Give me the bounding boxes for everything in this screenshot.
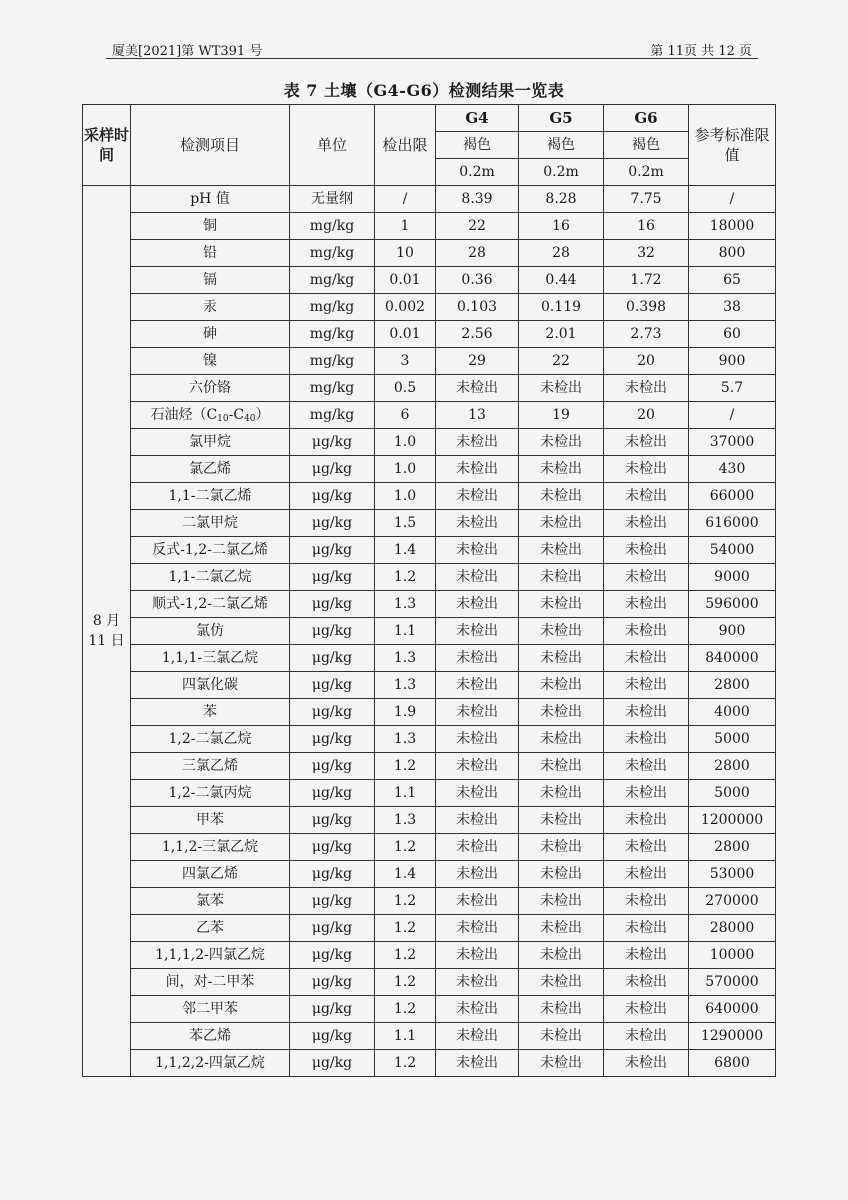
ref-cell: 2800 bbox=[689, 753, 776, 780]
ref-cell: 54000 bbox=[689, 537, 776, 564]
g4-cell: 未检出 bbox=[436, 483, 519, 510]
g6-cell: 未检出 bbox=[604, 618, 689, 645]
table-row bbox=[83, 240, 776, 267]
unit-cell: mg/kg bbox=[290, 267, 375, 294]
item-cell: 镉 bbox=[131, 267, 290, 294]
g5-cell: 未检出 bbox=[519, 942, 604, 969]
limit-cell: 1.2 bbox=[375, 915, 436, 942]
limit-cell: 1.1 bbox=[375, 618, 436, 645]
g4-cell: 未检出 bbox=[436, 996, 519, 1023]
ref-cell: 5.7 bbox=[689, 375, 776, 402]
g6-cell: 7.75 bbox=[604, 186, 689, 213]
g4-cell: 0.103 bbox=[436, 294, 519, 321]
g6-cell: 未检出 bbox=[604, 510, 689, 537]
table-row bbox=[83, 780, 776, 807]
g4-cell: 未检出 bbox=[436, 780, 519, 807]
table-row bbox=[83, 672, 776, 699]
item-cell: 1,2-二氯丙烷 bbox=[131, 780, 290, 807]
sample-date: 8 月 11 日 bbox=[83, 186, 131, 1077]
limit-cell: 1.9 bbox=[375, 699, 436, 726]
unit-cell: μg/kg bbox=[290, 591, 375, 618]
ref-cell: 596000 bbox=[689, 591, 776, 618]
g6-cell: 未检出 bbox=[604, 942, 689, 969]
g6-cell: 未检出 bbox=[604, 1050, 689, 1077]
table-row bbox=[83, 402, 776, 429]
item-cell: 汞 bbox=[131, 294, 290, 321]
g6-cell: 未检出 bbox=[604, 429, 689, 456]
header-sample-g5: G5 bbox=[519, 105, 604, 132]
g4-cell: 28 bbox=[436, 240, 519, 267]
table-row bbox=[83, 1023, 776, 1050]
table-row bbox=[83, 1050, 776, 1077]
table-row bbox=[83, 213, 776, 240]
g6-cell: 未检出 bbox=[604, 996, 689, 1023]
g5-cell: 未检出 bbox=[519, 753, 604, 780]
table-row bbox=[83, 321, 776, 348]
g4-cell: 未检出 bbox=[436, 861, 519, 888]
ref-cell: 900 bbox=[689, 348, 776, 375]
g5-cell: 8.28 bbox=[519, 186, 604, 213]
limit-cell: 1.2 bbox=[375, 564, 436, 591]
unit-cell: μg/kg bbox=[290, 969, 375, 996]
g6-cell: 未检出 bbox=[604, 699, 689, 726]
g4-cell: 未检出 bbox=[436, 942, 519, 969]
ref-cell: 37000 bbox=[689, 429, 776, 456]
limit-cell: 1.3 bbox=[375, 645, 436, 672]
table-row bbox=[83, 834, 776, 861]
unit-cell: μg/kg bbox=[290, 942, 375, 969]
item-cell: 苯乙烯 bbox=[131, 1023, 290, 1050]
g6-cell: 未检出 bbox=[604, 537, 689, 564]
limit-cell: / bbox=[375, 186, 436, 213]
table-row bbox=[83, 591, 776, 618]
g5-cell: 未检出 bbox=[519, 888, 604, 915]
unit-cell: μg/kg bbox=[290, 726, 375, 753]
g4-cell: 未检出 bbox=[436, 429, 519, 456]
g5-cell: 未检出 bbox=[519, 483, 604, 510]
g5-cell: 未检出 bbox=[519, 780, 604, 807]
item-cell: 铅 bbox=[131, 240, 290, 267]
g5-cell: 未检出 bbox=[519, 672, 604, 699]
header-color-g6: 褐色 bbox=[604, 132, 689, 159]
limit-cell: 1.4 bbox=[375, 861, 436, 888]
g5-cell: 28 bbox=[519, 240, 604, 267]
unit-cell: μg/kg bbox=[290, 1050, 375, 1077]
header-ref: 参考标准限值 bbox=[689, 105, 776, 186]
table-body bbox=[83, 186, 776, 1077]
g4-cell: 未检出 bbox=[436, 726, 519, 753]
limit-cell: 1.2 bbox=[375, 969, 436, 996]
g5-cell: 未检出 bbox=[519, 645, 604, 672]
g5-cell: 未检出 bbox=[519, 1050, 604, 1077]
limit-cell: 1.2 bbox=[375, 888, 436, 915]
limit-cell: 1.1 bbox=[375, 1023, 436, 1050]
header-rule bbox=[106, 58, 758, 59]
ref-cell: 570000 bbox=[689, 969, 776, 996]
table-row bbox=[83, 699, 776, 726]
table-row bbox=[83, 618, 776, 645]
unit-cell: μg/kg bbox=[290, 996, 375, 1023]
g5-cell: 未检出 bbox=[519, 537, 604, 564]
table-row bbox=[83, 186, 776, 213]
limit-cell: 1.4 bbox=[375, 537, 436, 564]
header-item: 检测项目 bbox=[131, 105, 290, 186]
g5-cell: 16 bbox=[519, 213, 604, 240]
g5-cell: 0.44 bbox=[519, 267, 604, 294]
table-title: 表 7 土壤（G4-G6）检测结果一览表 bbox=[283, 81, 565, 100]
unit-cell: μg/kg bbox=[290, 456, 375, 483]
ref-cell: 1200000 bbox=[689, 807, 776, 834]
item-cell: 1,1,1-三氯乙烷 bbox=[131, 645, 290, 672]
ref-cell: 65 bbox=[689, 267, 776, 294]
header-unit: 单位 bbox=[290, 105, 375, 186]
g4-cell: 未检出 bbox=[436, 456, 519, 483]
limit-cell: 0.01 bbox=[375, 267, 436, 294]
g5-cell: 未检出 bbox=[519, 456, 604, 483]
g4-cell: 29 bbox=[436, 348, 519, 375]
ref-cell: 840000 bbox=[689, 645, 776, 672]
limit-cell: 1.0 bbox=[375, 429, 436, 456]
ref-cell: 5000 bbox=[689, 726, 776, 753]
limit-cell: 0.01 bbox=[375, 321, 436, 348]
item-cell: 乙苯 bbox=[131, 915, 290, 942]
g5-cell: 未检出 bbox=[519, 996, 604, 1023]
unit-cell: mg/kg bbox=[290, 294, 375, 321]
g5-cell: 未检出 bbox=[519, 915, 604, 942]
item-cell: 二氯甲烷 bbox=[131, 510, 290, 537]
item-cell: 砷 bbox=[131, 321, 290, 348]
g4-cell: 未检出 bbox=[436, 564, 519, 591]
limit-cell: 1.3 bbox=[375, 726, 436, 753]
g4-cell: 未检出 bbox=[436, 618, 519, 645]
g6-cell: 未检出 bbox=[604, 375, 689, 402]
doc-number: 厦美[2021]第 WT391 号 bbox=[112, 44, 263, 59]
header-depth-g6: 0.2m bbox=[604, 159, 689, 186]
limit-cell: 1.3 bbox=[375, 807, 436, 834]
limit-cell: 3 bbox=[375, 348, 436, 375]
header-sample-g4: G4 bbox=[436, 105, 519, 132]
table-row bbox=[83, 564, 776, 591]
table-row bbox=[83, 429, 776, 456]
g5-cell: 未检出 bbox=[519, 591, 604, 618]
unit-cell: μg/kg bbox=[290, 834, 375, 861]
unit-cell: μg/kg bbox=[290, 780, 375, 807]
ref-cell: 1290000 bbox=[689, 1023, 776, 1050]
unit-cell: μg/kg bbox=[290, 1023, 375, 1050]
item-cell: 四氯乙烯 bbox=[131, 861, 290, 888]
g4-cell: 未检出 bbox=[436, 753, 519, 780]
g5-cell: 未检出 bbox=[519, 510, 604, 537]
ref-cell: 9000 bbox=[689, 564, 776, 591]
g4-cell: 2.56 bbox=[436, 321, 519, 348]
g6-cell: 0.398 bbox=[604, 294, 689, 321]
g6-cell: 未检出 bbox=[604, 807, 689, 834]
table-row bbox=[83, 348, 776, 375]
g5-cell: 未检出 bbox=[519, 861, 604, 888]
g6-cell: 未检出 bbox=[604, 1023, 689, 1050]
g6-cell: 未检出 bbox=[604, 780, 689, 807]
table-row bbox=[83, 915, 776, 942]
ref-cell: 430 bbox=[689, 456, 776, 483]
ref-cell: 616000 bbox=[689, 510, 776, 537]
item-cell: pH 值 bbox=[131, 186, 290, 213]
g6-cell: 2.73 bbox=[604, 321, 689, 348]
limit-cell: 0.5 bbox=[375, 375, 436, 402]
g4-cell: 未检出 bbox=[436, 672, 519, 699]
item-cell: 石油烃$(C_{10}-C_{40})$ bbox=[131, 402, 290, 429]
g6-cell: 16 bbox=[604, 213, 689, 240]
g6-cell: 20 bbox=[604, 348, 689, 375]
item-cell: 氯乙烯 bbox=[131, 456, 290, 483]
table-row bbox=[83, 969, 776, 996]
ref-cell: 4000 bbox=[689, 699, 776, 726]
page-info: 第 11页 共 12 页 bbox=[650, 44, 752, 59]
item-cell: 氯苯 bbox=[131, 888, 290, 915]
item-cell: 四氯化碳 bbox=[131, 672, 290, 699]
limit-cell: 1.2 bbox=[375, 942, 436, 969]
item-cell: 1,1,2,2-四氯乙烷 bbox=[131, 1050, 290, 1077]
limit-cell: 1.5 bbox=[375, 510, 436, 537]
g4-cell: 未检出 bbox=[436, 888, 519, 915]
ref-cell: 900 bbox=[689, 618, 776, 645]
g5-cell: 22 bbox=[519, 348, 604, 375]
limit-cell: 1.0 bbox=[375, 456, 436, 483]
limit-cell: 0.002 bbox=[375, 294, 436, 321]
g5-cell: 未检出 bbox=[519, 375, 604, 402]
g6-cell: 未检出 bbox=[604, 888, 689, 915]
g4-cell: 未检出 bbox=[436, 834, 519, 861]
unit-cell: μg/kg bbox=[290, 861, 375, 888]
limit-cell: 1.0 bbox=[375, 483, 436, 510]
table-row bbox=[83, 888, 776, 915]
table-row bbox=[83, 861, 776, 888]
results-table bbox=[82, 104, 776, 1077]
limit-cell: 1.2 bbox=[375, 1050, 436, 1077]
unit-cell: μg/kg bbox=[290, 483, 375, 510]
header-limit: 检出限 bbox=[375, 105, 436, 186]
limit-cell: 1.1 bbox=[375, 780, 436, 807]
unit-cell: μg/kg bbox=[290, 699, 375, 726]
limit-cell: 6 bbox=[375, 402, 436, 429]
unit-cell: 无量纲 bbox=[290, 186, 375, 213]
table-row bbox=[83, 807, 776, 834]
g6-cell: 未检出 bbox=[604, 726, 689, 753]
item-cell: 1,1,2-三氯乙烷 bbox=[131, 834, 290, 861]
unit-cell: μg/kg bbox=[290, 429, 375, 456]
ref-cell: 640000 bbox=[689, 996, 776, 1023]
unit-cell: mg/kg bbox=[290, 348, 375, 375]
limit-cell: 1.2 bbox=[375, 753, 436, 780]
table-row bbox=[83, 996, 776, 1023]
g5-cell: 未检出 bbox=[519, 699, 604, 726]
g4-cell: 未检出 bbox=[436, 537, 519, 564]
unit-cell: mg/kg bbox=[290, 321, 375, 348]
table-row bbox=[83, 267, 776, 294]
ref-cell: 60 bbox=[689, 321, 776, 348]
ref-cell: 28000 bbox=[689, 915, 776, 942]
g4-cell: 未检出 bbox=[436, 510, 519, 537]
unit-cell: μg/kg bbox=[290, 915, 375, 942]
g4-cell: 13 bbox=[436, 402, 519, 429]
g5-cell: 2.01 bbox=[519, 321, 604, 348]
g4-cell: 未检出 bbox=[436, 699, 519, 726]
g5-cell: 未检出 bbox=[519, 618, 604, 645]
g4-cell: 未检出 bbox=[436, 1023, 519, 1050]
g6-cell: 未检出 bbox=[604, 483, 689, 510]
limit-cell: 1.3 bbox=[375, 591, 436, 618]
g6-cell: 未检出 bbox=[604, 456, 689, 483]
limit-cell: 1.2 bbox=[375, 834, 436, 861]
g6-cell: 未检出 bbox=[604, 969, 689, 996]
item-cell: 邻二甲苯 bbox=[131, 996, 290, 1023]
g4-cell: 未检出 bbox=[436, 915, 519, 942]
ref-cell: 6800 bbox=[689, 1050, 776, 1077]
unit-cell: μg/kg bbox=[290, 564, 375, 591]
g6-cell: 20 bbox=[604, 402, 689, 429]
g4-cell: 未检出 bbox=[436, 1050, 519, 1077]
table-row bbox=[83, 294, 776, 321]
item-cell: 1,2-二氯乙烷 bbox=[131, 726, 290, 753]
ref-cell: / bbox=[689, 402, 776, 429]
g4-cell: 未检出 bbox=[436, 645, 519, 672]
unit-cell: μg/kg bbox=[290, 510, 375, 537]
g6-cell: 未检出 bbox=[604, 564, 689, 591]
item-cell: 1,1,1,2-四氯乙烷 bbox=[131, 942, 290, 969]
g5-cell: 未检出 bbox=[519, 834, 604, 861]
item-cell: 三氯乙烯 bbox=[131, 753, 290, 780]
g6-cell: 未检出 bbox=[604, 834, 689, 861]
limit-cell: 1.2 bbox=[375, 996, 436, 1023]
item-cell: 氯仿 bbox=[131, 618, 290, 645]
unit-cell: μg/kg bbox=[290, 537, 375, 564]
header-sample-g6: G6 bbox=[604, 105, 689, 132]
unit-cell: μg/kg bbox=[290, 645, 375, 672]
unit-cell: μg/kg bbox=[290, 888, 375, 915]
unit-cell: μg/kg bbox=[290, 672, 375, 699]
table-row bbox=[83, 645, 776, 672]
ref-cell: 800 bbox=[689, 240, 776, 267]
ref-cell: 66000 bbox=[689, 483, 776, 510]
g4-cell: 8.39 bbox=[436, 186, 519, 213]
ref-cell: 5000 bbox=[689, 780, 776, 807]
table-row bbox=[83, 375, 776, 402]
limit-cell: 10 bbox=[375, 240, 436, 267]
item-cell: 六价铬 bbox=[131, 375, 290, 402]
table-row bbox=[83, 753, 776, 780]
item-cell: 间，对-二甲苯 bbox=[131, 969, 290, 996]
header-color-g4: 褐色 bbox=[436, 132, 519, 159]
g6-cell: 未检出 bbox=[604, 672, 689, 699]
g4-cell: 未检出 bbox=[436, 969, 519, 996]
item-cell: 顺式-1,2-二氯乙烯 bbox=[131, 591, 290, 618]
ref-cell: 53000 bbox=[689, 861, 776, 888]
header-depth-g5: 0.2m bbox=[519, 159, 604, 186]
g4-cell: 22 bbox=[436, 213, 519, 240]
item-cell: 甲苯 bbox=[131, 807, 290, 834]
item-cell: 1,1-二氯乙烷 bbox=[131, 564, 290, 591]
g5-cell: 未检出 bbox=[519, 564, 604, 591]
unit-cell: mg/kg bbox=[290, 375, 375, 402]
table-row bbox=[83, 456, 776, 483]
g4-cell: 0.36 bbox=[436, 267, 519, 294]
table-row bbox=[83, 537, 776, 564]
g6-cell: 未检出 bbox=[604, 591, 689, 618]
item-cell: 镍 bbox=[131, 348, 290, 375]
table-row bbox=[83, 942, 776, 969]
ref-cell: 270000 bbox=[689, 888, 776, 915]
item-cell: 苯 bbox=[131, 699, 290, 726]
limit-cell: 1 bbox=[375, 213, 436, 240]
ref-cell: 2800 bbox=[689, 834, 776, 861]
g5-cell: 未检出 bbox=[519, 969, 604, 996]
g4-cell: 未检出 bbox=[436, 807, 519, 834]
item-cell: 氯甲烷 bbox=[131, 429, 290, 456]
unit-cell: mg/kg bbox=[290, 213, 375, 240]
unit-cell: μg/kg bbox=[290, 753, 375, 780]
ref-cell: / bbox=[689, 186, 776, 213]
g6-cell: 未检出 bbox=[604, 645, 689, 672]
header-time: 采样时间 bbox=[83, 105, 131, 186]
item-cell: 反式-1,2-二氯乙烯 bbox=[131, 537, 290, 564]
header-depth-g4: 0.2m bbox=[436, 159, 519, 186]
g4-cell: 未检出 bbox=[436, 591, 519, 618]
ref-cell: 2800 bbox=[689, 672, 776, 699]
ref-cell: 18000 bbox=[689, 213, 776, 240]
page-header bbox=[80, 36, 768, 58]
table-row bbox=[83, 726, 776, 753]
g5-cell: 未检出 bbox=[519, 807, 604, 834]
ref-cell: 38 bbox=[689, 294, 776, 321]
g5-cell: 未检出 bbox=[519, 726, 604, 753]
unit-cell: mg/kg bbox=[290, 240, 375, 267]
ref-cell: 10000 bbox=[689, 942, 776, 969]
g6-cell: 1.72 bbox=[604, 267, 689, 294]
item-cell: 1,1-二氯乙烯 bbox=[131, 483, 290, 510]
g5-cell: 0.119 bbox=[519, 294, 604, 321]
header-color-g5: 褐色 bbox=[519, 132, 604, 159]
g6-cell: 未检出 bbox=[604, 915, 689, 942]
g6-cell: 未检出 bbox=[604, 861, 689, 888]
unit-cell: μg/kg bbox=[290, 618, 375, 645]
g5-cell: 未检出 bbox=[519, 1023, 604, 1050]
g6-cell: 32 bbox=[604, 240, 689, 267]
g5-cell: 未检出 bbox=[519, 429, 604, 456]
unit-cell: mg/kg bbox=[290, 402, 375, 429]
g5-cell: 19 bbox=[519, 402, 604, 429]
table-row bbox=[83, 510, 776, 537]
item-cell: 铜 bbox=[131, 213, 290, 240]
unit-cell: μg/kg bbox=[290, 807, 375, 834]
g6-cell: 未检出 bbox=[604, 753, 689, 780]
g4-cell: 未检出 bbox=[436, 375, 519, 402]
table-row bbox=[83, 483, 776, 510]
limit-cell: 1.3 bbox=[375, 672, 436, 699]
